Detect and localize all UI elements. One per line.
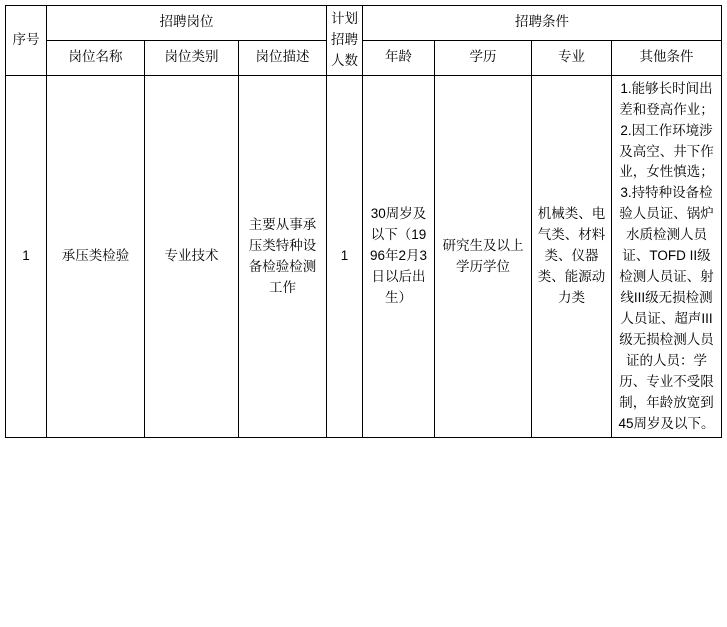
header-group-conditions: 招聘条件 (363, 6, 722, 41)
table-header-row-1 (6, 6, 722, 41)
header-seq: 序号 (6, 6, 47, 76)
cell-position-type: 专业技术 (145, 75, 239, 438)
table-row (6, 75, 722, 438)
cell-plan-number: 1 (327, 75, 363, 438)
cell-position-name: 承压类检验 (47, 75, 145, 438)
other-condition-item: 2.因工作环境涉及高空、井下作业，女性慎选； (619, 122, 714, 180)
header-education: 学历 (435, 40, 532, 75)
other-condition-item: 3.持特种设备检验人员证、锅炉水质检测人员证、TOFD II级检测人员证、射线III级无损检测人员证、超声III级无损检测人员证的人员：学历、专业不受限制，年龄放宽到45周岁及以下。 (618, 185, 715, 431)
cell-major: 机械类、电气类、材料类、仪器类、能源动力类 (532, 75, 612, 438)
cell-age: 30周岁及以下（1996年2月3日以后出生） (363, 75, 435, 438)
cell-education: 研究生及以上学历学位 (435, 75, 532, 438)
document-page (0, 5, 727, 627)
header-group-position: 招聘岗位 (47, 6, 327, 41)
cell-position-desc: 主要从事承压类特种设备检验检测工作 (239, 75, 327, 438)
recruitment-table (5, 5, 722, 438)
header-major: 专业 (532, 40, 612, 75)
other-conditions-list (616, 79, 717, 435)
header-position-desc: 岗位描述 (239, 40, 327, 75)
cell-other-conditions (612, 75, 722, 438)
header-position-type: 岗位类别 (145, 40, 239, 75)
header-other: 其他条件 (612, 40, 722, 75)
header-plan-number: 计划招聘人数 (327, 6, 363, 76)
other-condition-item: 1.能够长时间出差和登高作业； (619, 80, 714, 117)
cell-seq: 1 (6, 75, 47, 438)
header-position-name: 岗位名称 (47, 40, 145, 75)
table-header-row-2 (6, 40, 722, 75)
header-age: 年龄 (363, 40, 435, 75)
